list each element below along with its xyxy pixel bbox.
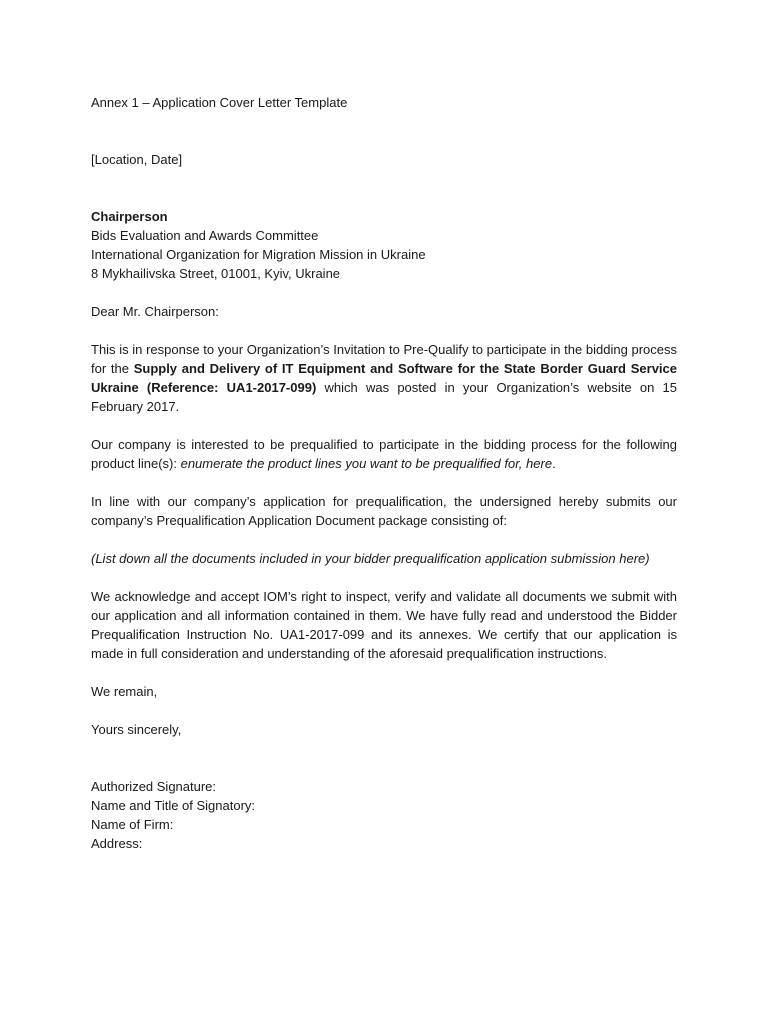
closing-we-remain: We remain, [91,684,158,699]
paragraph-invitation-project-reference: Supply and Delivery of IT Equipment and Software for the State Border Guard Service Ukraine (Reference: UA1-2017-099) [91,361,677,395]
recipient-address [91,207,677,283]
paragraph-submission: In line with our company’s application for prequalification, the undersigned hereby submits our company’s Prequalification Application Document package consisting of: [91,494,677,528]
signature-firm: Name of Firm: [91,817,174,832]
signature-authorized: Authorized Signature: [91,779,217,794]
recipient-line-street: 8 Mykhailivska Street, 01001, Kyiv, Ukraine [91,266,341,281]
paragraph-product-lines-end: . [552,456,556,471]
signature-name-title: Name and Title of Signatory: [91,798,256,813]
closing-yours-sincerely: Yours sincerely, [91,722,182,737]
paragraph-invitation-response [91,340,677,416]
product-lines-placeholder: enumerate the product lines you want to be prequalified for, here [180,456,553,471]
recipient-line-organization: International Organization for Migration Mission in Ukraine [91,247,426,262]
documents-list-placeholder [91,549,677,568]
letter-body [91,93,677,853]
paragraph-product-lines-text: Our company is interested to be prequalified to participate in the bidding process for the following product line(s): [91,437,677,471]
paragraph-invitation-text-start: This is in response to your Organization’s Invitation to Pre-Qualify to participate in the bidding process for the [91,342,677,376]
location-date: [Location, Date] [91,152,183,167]
paragraph-product-lines [91,435,677,473]
signature-address: Address: [91,836,143,851]
recipient-name: Chairperson [91,209,168,224]
recipient-line-committee: Bids Evaluation and Awards Committee [91,228,319,243]
paragraph-acknowledgement: We acknowledge and accept IOM’s right to inspect, verify and validate all documents we submit with our application and all information contained in them. We have fully read and understood the Bidder Prequalification Instruction No. UA1-2017-099 and its annexes. We certify that our application is made in full consideration and understanding of the aforesaid prequalification instructions. [91,589,677,661]
signature-block [91,777,677,853]
document-title: Annex 1 – Application Cover Letter Template [91,95,348,110]
salutation: Dear Mr. Chairperson: [91,304,219,319]
documents-list-placeholder-text: (List down all the documents included in your bidder prequalification application submission here) [91,551,650,566]
paragraph-invitation-text-end: which was posted in your Organization’s website on 15 February 2017. [91,380,677,414]
